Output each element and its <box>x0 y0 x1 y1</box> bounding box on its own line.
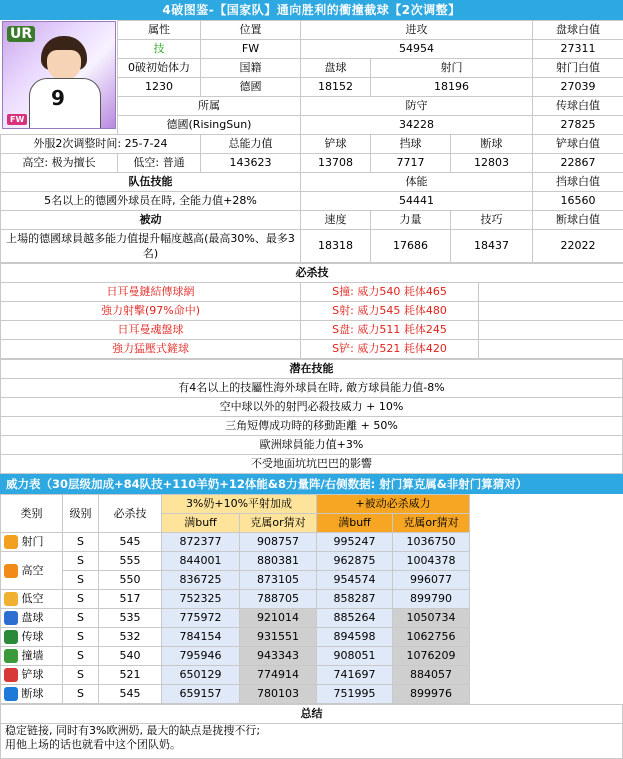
skill-name: 強力猛壓式鏟球 <box>1 340 301 359</box>
label: 0破初始体力 <box>118 59 201 78</box>
label: 总能力值 <box>201 135 301 154</box>
empty-cell <box>479 340 623 359</box>
empty-cell <box>479 302 623 321</box>
value: 1230 <box>118 78 201 97</box>
value-cell: 795946 <box>162 647 240 666</box>
value: 143623 <box>201 154 301 173</box>
level-cell: S <box>63 571 99 590</box>
special-skills-table <box>0 263 623 359</box>
value-cell: 788705 <box>240 590 317 609</box>
value: 22022 <box>533 230 623 263</box>
summary-line: 用他上场的话也就看中这个团队奶。 <box>5 738 181 751</box>
passive-heading: 被动 <box>1 211 301 230</box>
value-cell: 784154 <box>162 628 240 647</box>
skill-cell: 545 <box>99 685 162 704</box>
attribute-value: 技 <box>118 40 201 59</box>
latent-skill-line: 有4名以上的技屬性海外球員在時, 敵方球員能力值-8% <box>1 379 623 398</box>
summary-text <box>1 724 623 759</box>
value-cell: 844001 <box>162 552 240 571</box>
team-skill-text: 5名以上的德國外球员在時, 全能力值+28% <box>1 192 301 211</box>
team-skill-heading: 队伍技能 <box>1 173 301 192</box>
skill-cell: 550 <box>99 571 162 590</box>
latent-skill-line: 歐洲球員能力值+3% <box>1 436 623 455</box>
summary-table <box>0 704 623 759</box>
label: 断球 <box>451 135 533 154</box>
player-face <box>47 50 81 80</box>
level-cell: S <box>63 647 99 666</box>
value: 18152 <box>301 78 371 97</box>
value-cell: 885264 <box>317 609 393 628</box>
skill-cell: 521 <box>99 666 162 685</box>
value: 18437 <box>451 230 533 263</box>
sub-header: 满buff <box>317 514 393 533</box>
skill-power: S盘: 威力511 耗体245 <box>301 321 479 340</box>
label: 断球白值 <box>533 211 623 230</box>
value-cell: 1036750 <box>393 533 470 552</box>
group-b-header: +被动必杀威力 <box>317 495 470 514</box>
value: 27039 <box>533 78 623 97</box>
type-cell: 盘球 <box>1 609 63 628</box>
label: 铲球 <box>301 135 371 154</box>
tackle-icon <box>4 668 18 682</box>
value-cell: 751995 <box>317 685 393 704</box>
label: 挡球 <box>371 135 451 154</box>
intercept-icon <box>4 687 18 701</box>
skill-cell: 555 <box>99 552 162 571</box>
value-cell: 908051 <box>317 647 393 666</box>
group-a-header: 3%奶+10%平射加成 <box>162 495 317 514</box>
value-cell: 741697 <box>317 666 393 685</box>
value-cell: 650129 <box>162 666 240 685</box>
skill-name: 日耳曼鏈結傳球網 <box>1 283 301 302</box>
value-cell: 899790 <box>393 590 470 609</box>
player-card-image <box>2 21 116 129</box>
col-skill: 必杀技 <box>99 495 162 533</box>
type-cell: 铲球 <box>1 666 63 685</box>
latent-skills-heading: 潜在技能 <box>1 360 623 379</box>
value: 18196 <box>371 78 533 97</box>
sub-header: 满buff <box>162 514 240 533</box>
value-cell: 931551 <box>240 628 317 647</box>
skill-name: 強力射擊(97%命中) <box>1 302 301 321</box>
value: 高空: 极为擅长 <box>1 154 118 173</box>
value-cell: 752325 <box>162 590 240 609</box>
player-shirt <box>29 78 101 129</box>
label: 国籍 <box>201 59 301 78</box>
power-table <box>0 494 623 704</box>
value-cell: 858287 <box>317 590 393 609</box>
label: 进攻 <box>301 21 533 40</box>
level-cell: S <box>63 590 99 609</box>
summary-line: 稳定链接, 同时有3%欧洲奶, 最大的缺点是拢搜不行; <box>5 724 260 737</box>
value-cell: 894598 <box>317 628 393 647</box>
rarity-badge: UR <box>7 26 35 42</box>
shoot-icon <box>4 535 18 549</box>
level-cell: S <box>63 533 99 552</box>
value-cell: 659157 <box>162 685 240 704</box>
label: 射门白值 <box>533 59 623 78</box>
highball-icon <box>4 564 18 578</box>
value: FW <box>201 40 301 59</box>
value: 54441 <box>301 192 533 211</box>
skill-cell: 545 <box>99 533 162 552</box>
page-title: 4破图鉴-【国家队】通向胜利的衝撞截球【2次调整】 <box>0 0 623 20</box>
skill-power: S射: 威力545 耗体480 <box>301 302 479 321</box>
label: 铲球白值 <box>533 135 623 154</box>
label: 体能 <box>301 173 533 192</box>
passive-text: 上場的德國球員越多能力值提升幅度越高(最高30%、最多3名) <box>1 230 301 263</box>
value-cell: 884057 <box>393 666 470 685</box>
shirt-number: 9 <box>51 86 65 110</box>
value-cell: 899976 <box>393 685 470 704</box>
empty-cell <box>479 283 623 302</box>
label: 力量 <box>371 211 451 230</box>
value-cell: 921014 <box>240 609 317 628</box>
label: 速度 <box>301 211 371 230</box>
skill-power: S铲: 威力521 耗体420 <box>301 340 479 359</box>
value-cell: 836725 <box>162 571 240 590</box>
value-cell: 908757 <box>240 533 317 552</box>
skill-cell: 532 <box>99 628 162 647</box>
value: 16560 <box>533 192 623 211</box>
label: 传球白值 <box>533 97 623 116</box>
type-cell: 撞墙 <box>1 647 63 666</box>
value-cell: 996077 <box>393 571 470 590</box>
latent-skills-table <box>0 359 623 474</box>
value-cell: 943343 <box>240 647 317 666</box>
label: 盘球白值 <box>533 21 623 40</box>
label: 所属 <box>118 97 301 116</box>
skill-cell: 540 <box>99 647 162 666</box>
type-cell: 传球 <box>1 628 63 647</box>
col-type: 类别 <box>1 495 63 533</box>
label: 外服2次调整时间: 25-7-24 <box>1 135 201 154</box>
level-cell: S <box>63 552 99 571</box>
position-badge: FW <box>7 114 27 125</box>
latent-skill-line: 空中球以外的射門必殺技威力 + 10% <box>1 398 623 417</box>
value: 27825 <box>533 116 623 135</box>
blank-area <box>470 495 623 704</box>
level-cell: S <box>63 685 99 704</box>
empty-cell <box>479 321 623 340</box>
value: 34228 <box>301 116 533 135</box>
label: 属性 <box>118 21 201 40</box>
type-cell: 射门 <box>1 533 63 552</box>
level-cell: S <box>63 666 99 685</box>
sub-header: 克属or猜对 <box>393 514 470 533</box>
pass-icon <box>4 630 18 644</box>
value: 54954 <box>301 40 533 59</box>
value-cell: 774914 <box>240 666 317 685</box>
value-cell: 775972 <box>162 609 240 628</box>
value: 低空: 普通 <box>118 154 201 173</box>
value-cell: 1062756 <box>393 628 470 647</box>
value: 7717 <box>371 154 451 173</box>
lowball-icon <box>4 592 18 606</box>
level-cell: S <box>63 609 99 628</box>
value: 18318 <box>301 230 371 263</box>
value: 13708 <box>301 154 371 173</box>
value-cell: 780103 <box>240 685 317 704</box>
value-cell: 954574 <box>317 571 393 590</box>
label: 盘球 <box>301 59 371 78</box>
skill-power: S撞: 威力540 耗体465 <box>301 283 479 302</box>
value-cell: 872377 <box>162 533 240 552</box>
value: 22867 <box>533 154 623 173</box>
wall-pass-icon <box>4 649 18 663</box>
value-cell: 962875 <box>317 552 393 571</box>
type-cell: 断球 <box>1 685 63 704</box>
type-cell: 低空 <box>1 590 63 609</box>
value: 德國(RisingSun) <box>118 116 301 135</box>
value-cell: 1076209 <box>393 647 470 666</box>
value-cell: 1050734 <box>393 609 470 628</box>
skill-cell: 535 <box>99 609 162 628</box>
summary-heading: 总结 <box>1 705 623 724</box>
label: 位置 <box>201 21 301 40</box>
col-level: 级别 <box>63 495 99 533</box>
label: 挡球白值 <box>533 173 623 192</box>
latent-skill-line: 三角短傳成功時的移動距離 + 50% <box>1 417 623 436</box>
value: 17686 <box>371 230 451 263</box>
value: 德國 <box>201 78 301 97</box>
level-cell: S <box>63 628 99 647</box>
value: 12803 <box>451 154 533 173</box>
sub-header: 克属or猜对 <box>240 514 317 533</box>
latent-skill-line: 不受地面坑坑巴巴的影響 <box>1 455 623 474</box>
label: 防守 <box>301 97 533 116</box>
value-cell: 995247 <box>317 533 393 552</box>
dribble-icon <box>4 611 18 625</box>
value-cell: 880381 <box>240 552 317 571</box>
label: 射门 <box>371 59 533 78</box>
skill-name: 日耳曼魂盤球 <box>1 321 301 340</box>
value-cell: 873105 <box>240 571 317 590</box>
value-cell: 1004378 <box>393 552 470 571</box>
skill-cell: 517 <box>99 590 162 609</box>
special-skills-heading: 必杀技 <box>1 264 623 283</box>
value: 27311 <box>533 40 623 59</box>
type-cell: 高空 <box>1 552 63 590</box>
power-table-heading: 威力表（30层级加成+84队技+110羊奶+12体能&8力量阵/右侧数据: 射门算克属&非射门算猜对） <box>0 474 623 494</box>
label: 技巧 <box>451 211 533 230</box>
